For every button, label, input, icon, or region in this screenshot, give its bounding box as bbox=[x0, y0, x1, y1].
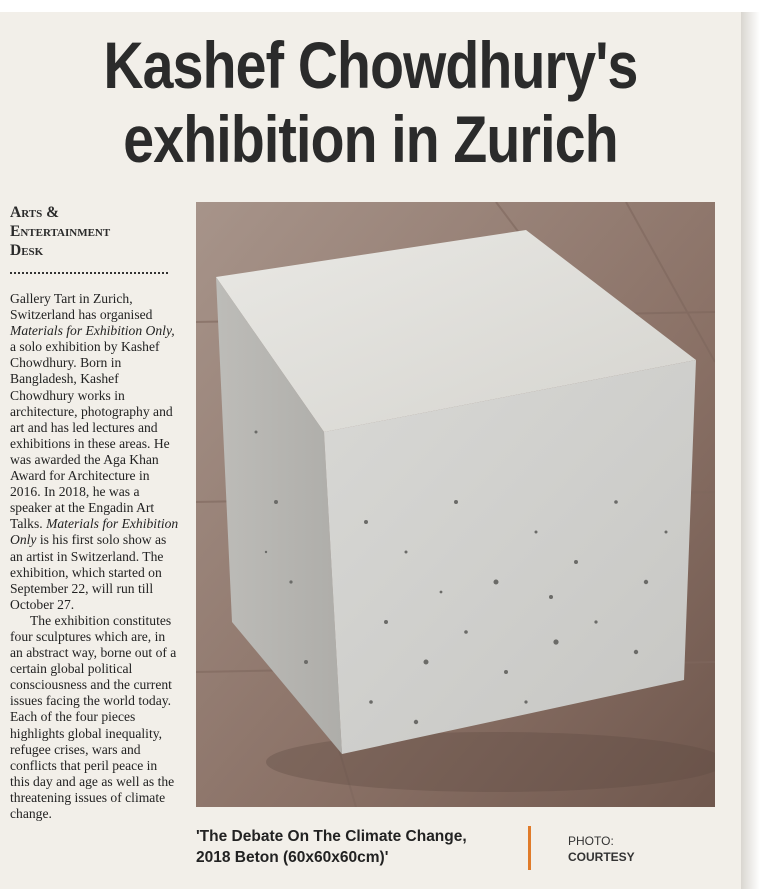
headline-line-2: exhibition in Zurich bbox=[123, 102, 618, 176]
byline-line-3: Desk bbox=[10, 242, 44, 259]
byline-line-2: Entertainment bbox=[10, 223, 111, 240]
article-text: Gallery Tart in Zurich, Switzerland has organised bbox=[10, 291, 153, 323]
photo-credit bbox=[568, 833, 635, 865]
sculpture-photo bbox=[196, 202, 715, 807]
byline bbox=[10, 203, 175, 260]
headline bbox=[59, 28, 681, 176]
page-edge-shadow bbox=[741, 12, 760, 889]
credit-source: COURTESY bbox=[568, 850, 635, 864]
headline-line-1: Kashef Chowdhury's bbox=[103, 28, 638, 102]
exhibition-title-italic: Materials for Exhibition Only, bbox=[10, 323, 175, 339]
article-paragraph-1 bbox=[10, 291, 180, 613]
exhibition-title-italic: Materials for Exhibition Only bbox=[10, 516, 179, 548]
caption-line-1: 'The Debate On The Climate Change, bbox=[196, 828, 467, 845]
photo-caption bbox=[196, 826, 516, 868]
article-text: a solo exhibition by Kashef Chowdhury. Born in Bangladesh, Kashef Chowdhury works in architecture, photography and art and has led lectures and exhibitions in these areas. He was awarded the Aga Khan Award for Architecture in 2016. In 2018, he was a speaker at the Engadin Art Talks. bbox=[10, 339, 173, 532]
article-body bbox=[10, 291, 180, 822]
dotted-divider bbox=[10, 272, 168, 274]
caption-accent-bar bbox=[528, 826, 531, 870]
article-text: is his first solo show as an artist in Switzerland. The exhibition, which started on September 22, will run till October 27. bbox=[10, 532, 167, 612]
byline-line-1: Arts & bbox=[10, 204, 59, 221]
credit-label: PHOTO: bbox=[568, 834, 614, 848]
article-paragraph-2: The exhibition constitutes four sculptures which are, in an abstract way, borne out of a certain global political consciousness and the current issues facing the world today. Each of the four pieces highlights global inequality, refugee crises, wars and conflicts that peril peace in this day and age as well as the threatening issues of climate change. bbox=[10, 612, 177, 821]
caption-line-2: 2018 Beton (60x60x60cm)' bbox=[196, 849, 389, 866]
concrete-cube-image bbox=[196, 202, 715, 807]
